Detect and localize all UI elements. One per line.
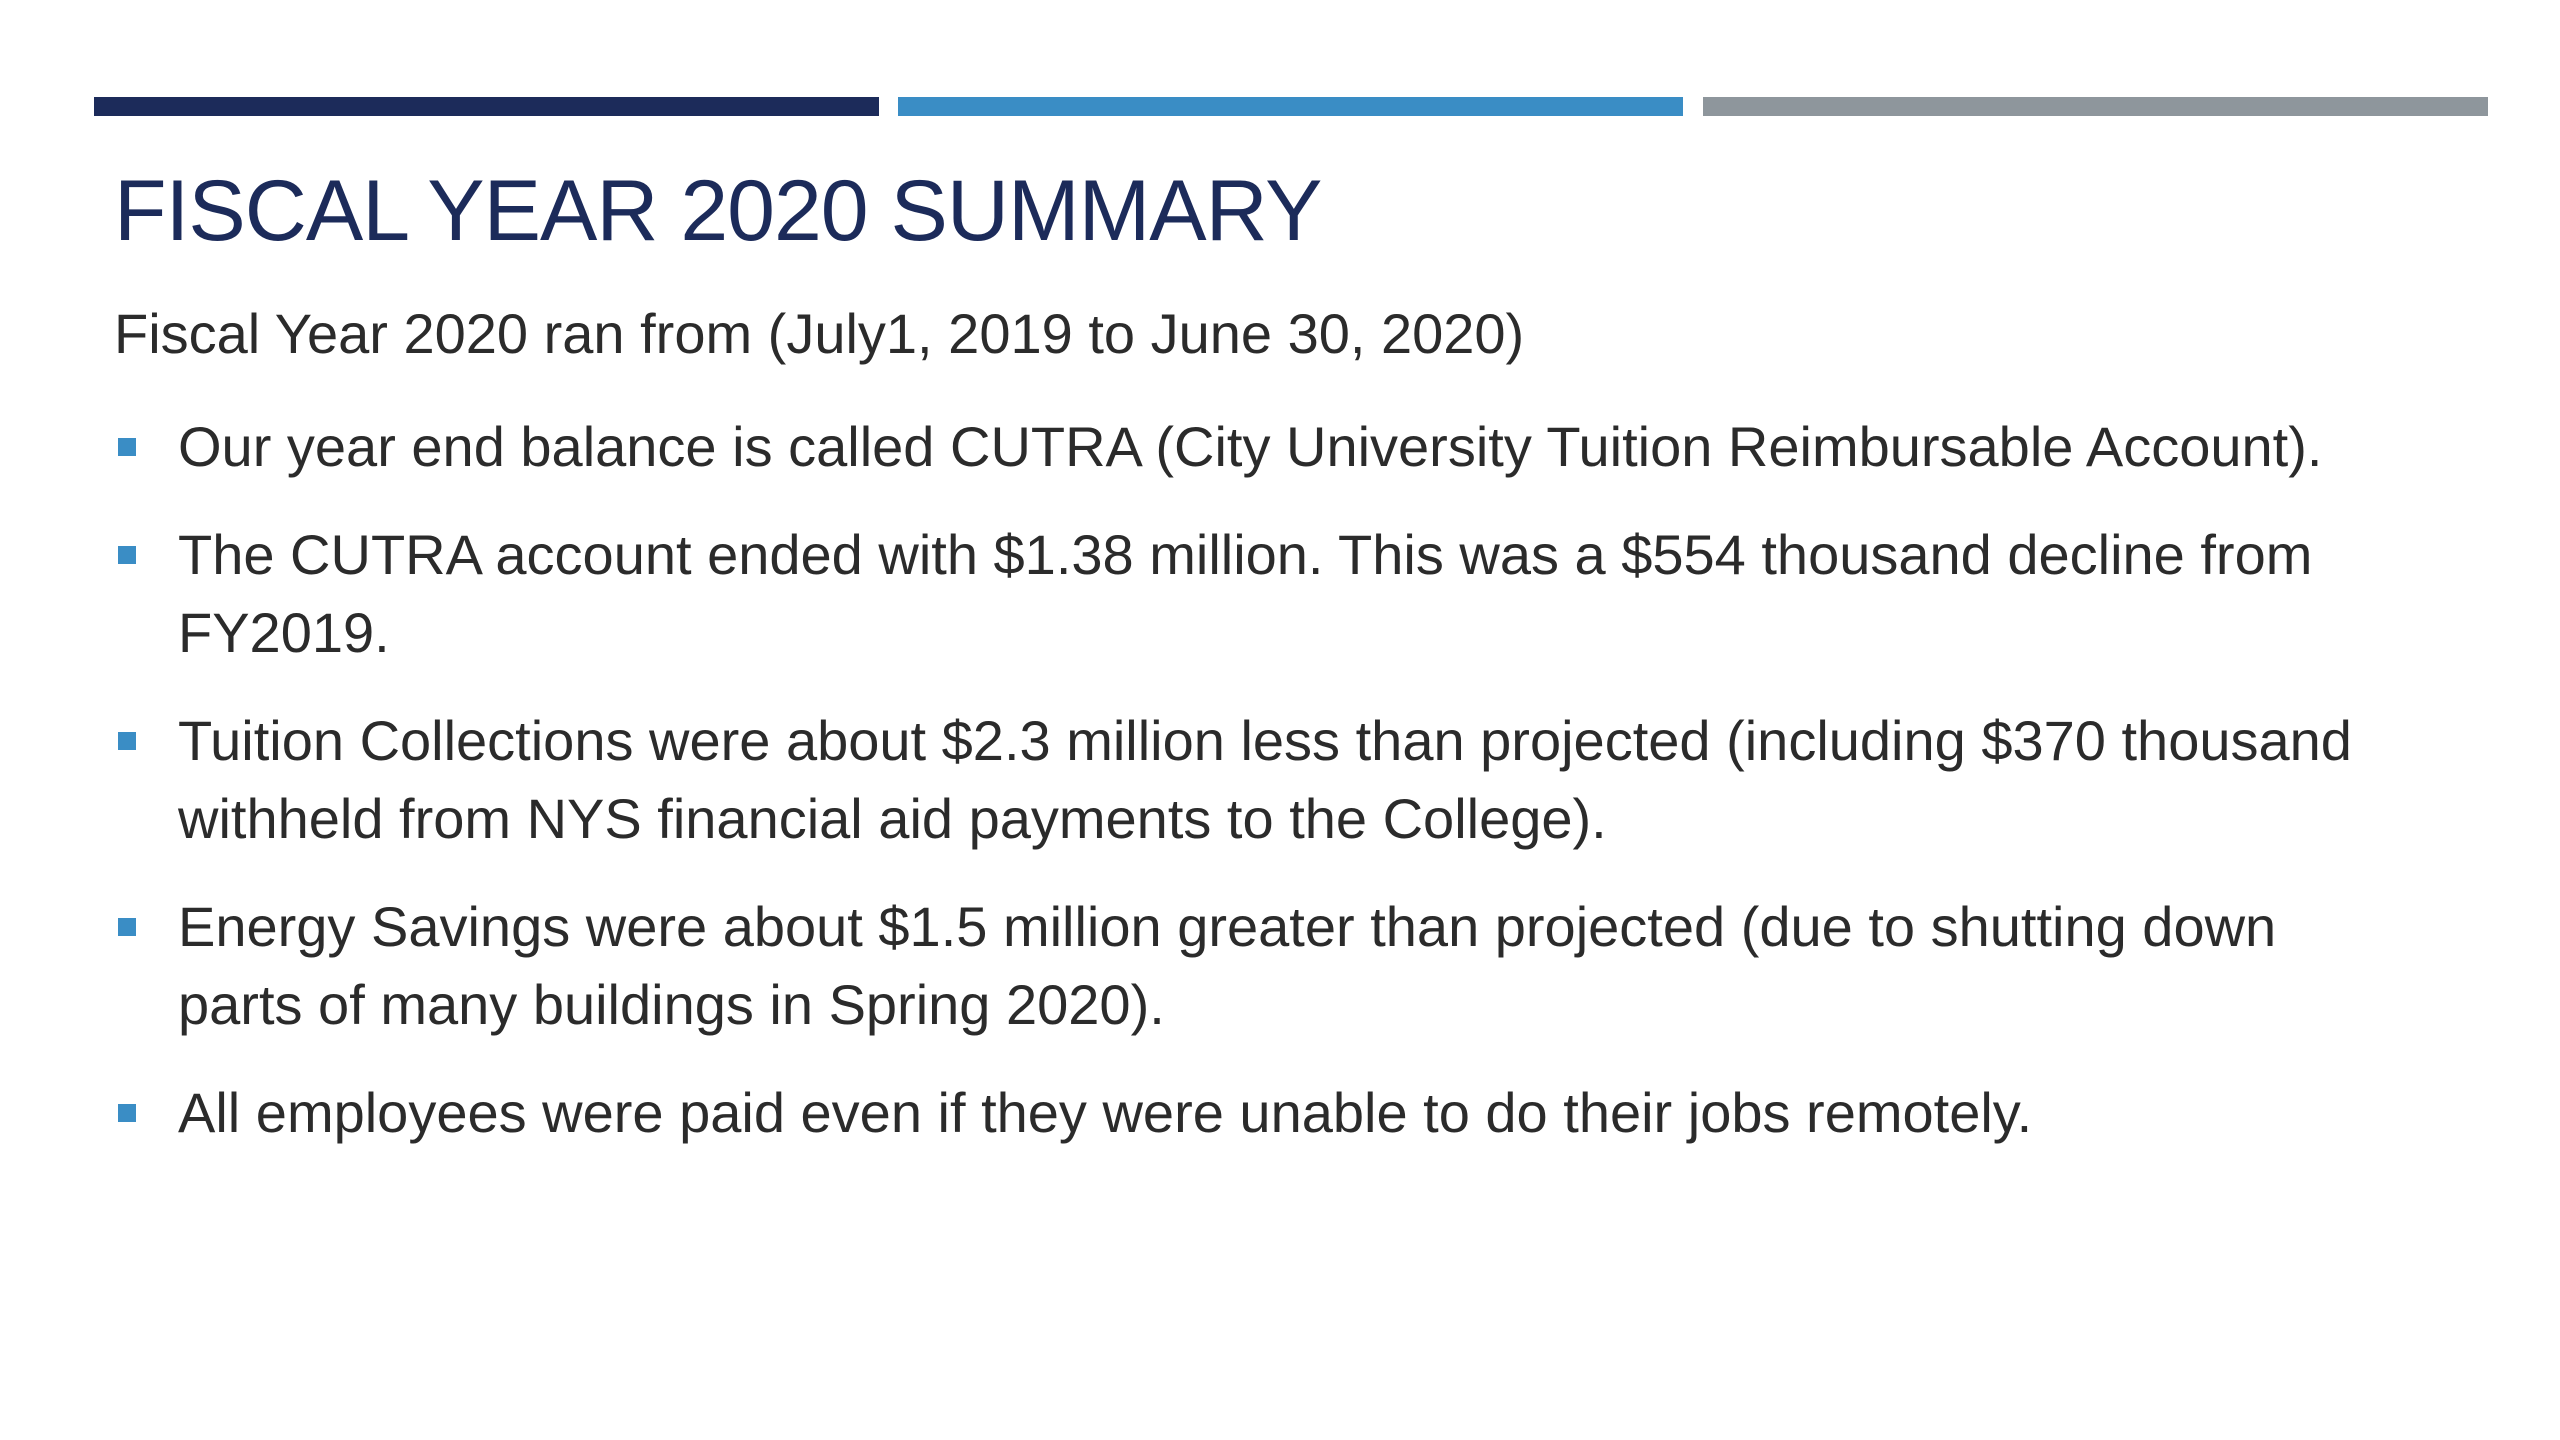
- bullet-item: [114, 888, 2364, 1044]
- accent-bar-blue: [898, 97, 1683, 116]
- bullet-text: Our year end balance is called CUTRA (City University Tuition Reimbursable Account).: [178, 415, 2323, 478]
- bullet-text: All employees were paid even if they were unable to do their jobs remotely.: [178, 1081, 2033, 1144]
- square-bullet-icon: [118, 918, 136, 936]
- square-bullet-icon: [118, 1104, 136, 1122]
- bullet-text: Energy Savings were about $1.5 million greater than projected (due to shutting down parts of many buildings in Spring 2020).: [178, 895, 2277, 1036]
- slide-title: FISCAL YEAR 2020 SUMMARY: [114, 163, 1322, 259]
- square-bullet-icon: [118, 546, 136, 564]
- square-bullet-icon: [118, 732, 136, 750]
- bullet-list: [114, 408, 2364, 1182]
- accent-bar-gray: [1703, 97, 2488, 116]
- bullet-text: The CUTRA account ended with $1.38 million. This was a $554 thousand decline from FY2019.: [178, 523, 2313, 664]
- square-bullet-icon: [118, 438, 136, 456]
- slide-subtitle: Fiscal Year 2020 ran from (July1, 2019 to June 30, 2020): [114, 302, 1525, 365]
- bullet-text: Tuition Collections were about $2.3 million less than projected (including $370 thousand withheld from NYS financial aid payments to the College).: [178, 709, 2352, 850]
- bullet-item: [114, 702, 2364, 858]
- bullet-item: [114, 1074, 2364, 1152]
- bullet-item: [114, 516, 2364, 672]
- bullet-item: [114, 408, 2364, 486]
- accent-bar-navy: [94, 97, 879, 116]
